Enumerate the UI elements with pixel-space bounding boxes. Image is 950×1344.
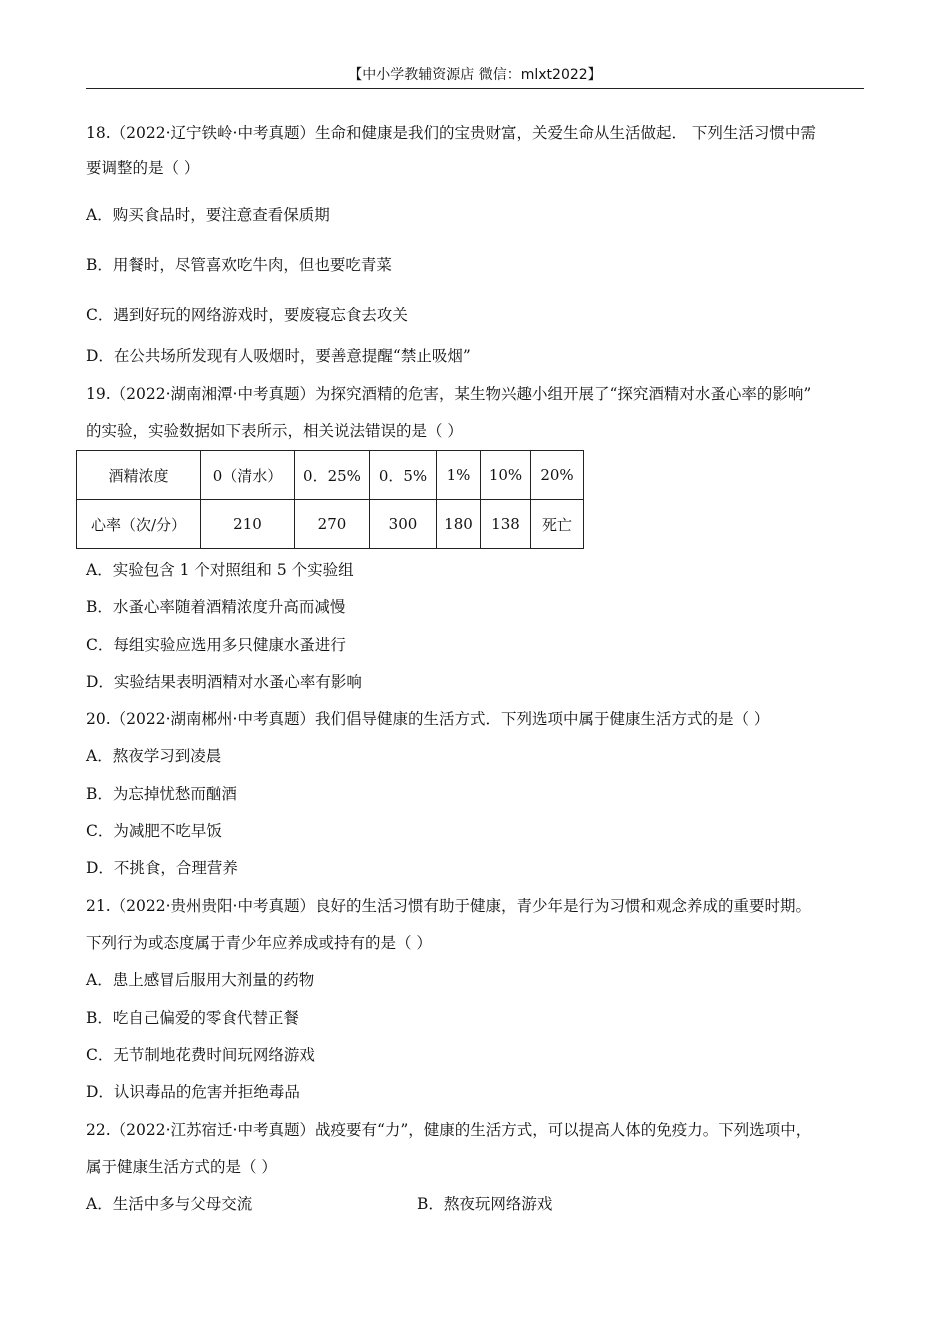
table-header-cell: 酒精浓度 bbox=[77, 451, 201, 500]
q20-stem-line1: 20.（2022·湖南郴州·中考真题）我们倡导健康的生活方式．下列选项中属于健康生活方式的是（ ） bbox=[86, 710, 770, 728]
table-row bbox=[77, 500, 584, 549]
q19-option-c: C．每组实验应选用多只健康水蚤进行 bbox=[86, 636, 346, 654]
q18-option-c: C．遇到好玩的网络游戏时，要废寝忘食去攻关 bbox=[86, 306, 408, 324]
table-cell: 0．25% bbox=[295, 451, 370, 500]
q19-option-d: D．实验结果表明酒精对水蚤心率有影响 bbox=[86, 673, 362, 691]
table-cell: 死亡 bbox=[531, 500, 584, 549]
q22-stem-line1: 22.（2022·江苏宿迁·中考真题）战疫要有“力”，健康的生活方式，可以提高人体的免疫力。下列选项中， bbox=[86, 1121, 812, 1139]
q21-option-a: A．患上感冒后服用大剂量的药物 bbox=[86, 971, 315, 989]
table-cell: 1% bbox=[437, 451, 481, 500]
q18-option-b: B．用餐时，尽管喜欢吃牛肉，但也要吃青菜 bbox=[86, 256, 392, 274]
q18-option-d: D．在公共场所发现有人吸烟时，要善意提醒“禁止吸烟” bbox=[86, 347, 471, 365]
q20-option-a: A．熬夜学习到凌晨 bbox=[86, 747, 222, 765]
table-cell: 210 bbox=[201, 500, 295, 549]
table-header-cell: 心率（次/分） bbox=[77, 500, 201, 549]
q21-option-c: C．无节制地花费时间玩网络游戏 bbox=[86, 1046, 315, 1064]
q19-option-b: B．水蚤心率随着酒精浓度升高而减慢 bbox=[86, 598, 346, 616]
table-row bbox=[77, 451, 584, 500]
q21-option-b: B．吃自己偏爱的零食代替正餐 bbox=[86, 1009, 299, 1027]
q22-stem-line2: 属于健康生活方式的是（ ） bbox=[86, 1158, 277, 1176]
q20-option-b: B．为忘掉忧愁而酗酒 bbox=[86, 785, 237, 803]
q19-option-a: A．实验包含 1 个对照组和 5 个实验组 bbox=[86, 561, 354, 579]
q22-option-b: B．熬夜玩网络游戏 bbox=[417, 1195, 553, 1213]
q21-stem-line1: 21.（2022·贵州贵阳·中考真题）良好的生活习惯有助于健康，青少年是行为习惯和观念养成的重要时期。 bbox=[86, 897, 811, 915]
q19-stem-line2: 的实验，实验数据如下表所示，相关说法错误的是（ ） bbox=[86, 422, 463, 440]
table-cell: 300 bbox=[370, 500, 437, 549]
q20-option-d: D．不挑食，合理营养 bbox=[86, 859, 238, 877]
q20-option-c: C．为减肥不吃早饭 bbox=[86, 822, 222, 840]
q22-option-a: A．生活中多与父母交流 bbox=[86, 1195, 253, 1213]
q18-option-a: A．购买食品时，要注意查看保质期 bbox=[86, 206, 330, 224]
table-cell: 270 bbox=[295, 500, 370, 549]
q18-stem-line1: 18.（2022·辽宁铁岭·中考真题）生命和健康是我们的宝贵财富，关爱生命从生活做起． 下列生活习惯中需 bbox=[86, 124, 816, 142]
q19-stem-line1: 19.（2022·湖南湘潭·中考真题）为探究酒精的危害，某生物兴趣小组开展了“探究酒精对水蚤心率的影响” bbox=[86, 385, 812, 403]
q21-stem-line2: 下列行为或态度属于青少年应养成或持有的是（ ） bbox=[86, 934, 432, 952]
table-cell: 20% bbox=[531, 451, 584, 500]
table-cell: 0（清水） bbox=[201, 451, 295, 500]
table-cell: 180 bbox=[437, 500, 481, 549]
page-header: 【中小学教辅资源店 微信：mlxt2022】 bbox=[348, 67, 602, 83]
alcohol-heart-rate-table bbox=[76, 450, 584, 549]
header-rule bbox=[86, 88, 864, 89]
table-cell: 10% bbox=[481, 451, 531, 500]
table-cell: 138 bbox=[481, 500, 531, 549]
table-cell: 0．5% bbox=[370, 451, 437, 500]
q21-option-d: D．认识毒品的危害并拒绝毒品 bbox=[86, 1083, 300, 1101]
q18-stem-line2: 要调整的是（ ） bbox=[86, 159, 200, 177]
